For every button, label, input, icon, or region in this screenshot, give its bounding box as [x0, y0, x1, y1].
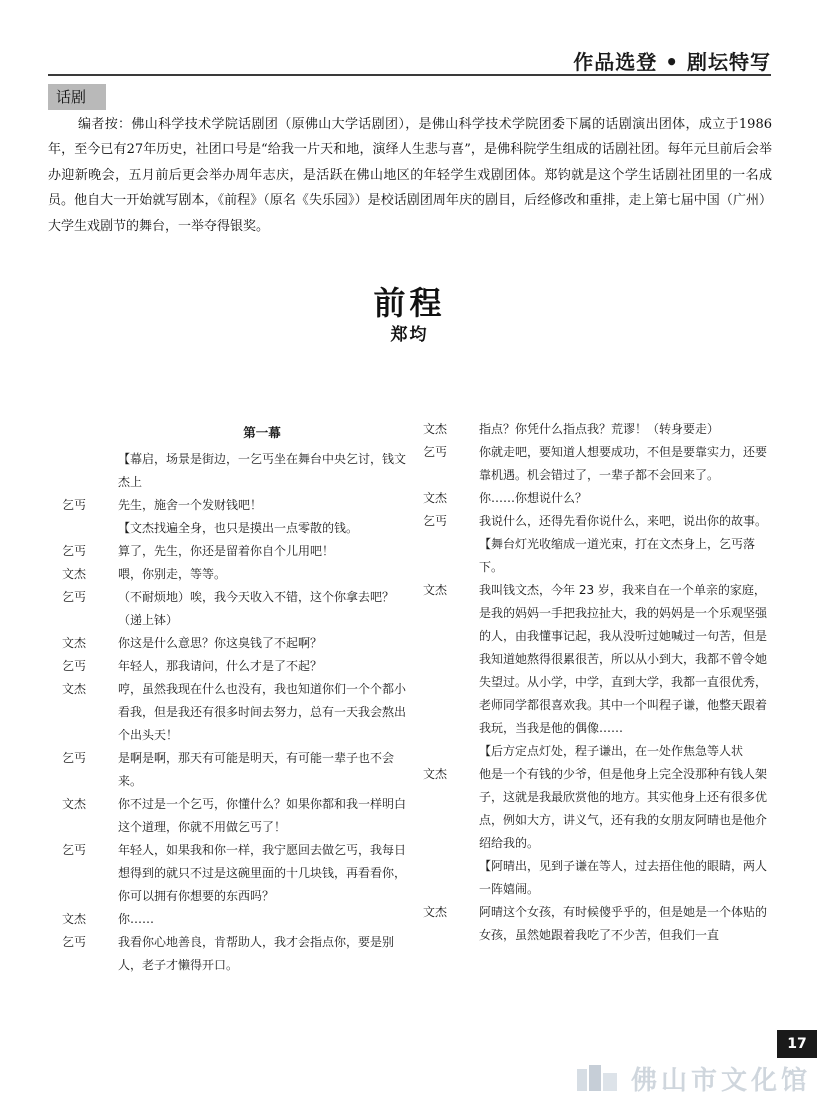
- script-column-left: [62, 418, 406, 977]
- speaker-name: 文杰: [423, 767, 448, 781]
- speaker-name: 乞丐: [62, 590, 87, 604]
- act-heading: 第一幕: [243, 425, 281, 440]
- speaker-name: 文杰: [423, 905, 448, 919]
- dialogue-line: [62, 747, 406, 793]
- section-title: 作品选登 • 剧坛特写: [573, 50, 771, 74]
- speaker-name: 乞丐: [423, 445, 448, 459]
- dialogue-line: [423, 510, 773, 533]
- genre-tag: 话剧: [48, 84, 106, 110]
- editor-note: 编者按：佛山科学技术学院话剧团（原佛山大学话剧团），是佛山科学技术学院团委下属的话剧演出团体，成立于1986年，至今已有27年历史，社团口号是“给我一片天和地，演绎人生悲与喜”，是佛科院学生组成的话剧社团。每年元旦前后会举办迎新晚会，五月前后更会举办周年志庆，是活跃在佛山地区的年轻学生戏剧团体。郑钧就是这个学生话剧社团里的一名成员。他自大一开始就写剧本，《前程》（原名《失乐园》）是校话剧团周年庆的剧目，后经修改和重排，走上第七届中国（广州）大学生戏剧节的舞台，一举夺得银奖。: [48, 117, 772, 234]
- speech-text: 先生，施舍一个发财钱吧！: [118, 498, 263, 512]
- speaker-name: 文杰: [423, 583, 448, 597]
- speech-text: 我叫钱文杰，今年 23 岁，我来自在一个单亲的家庭，是我的妈妈一手把我拉扯大，我的妈妈是一个乐观坚强的人，由我懂事记起，我从没听过她喊过一句苦，但是我知道她熬得很累很苦，所以从小到大，我都不曾令她失望过。从小学，中学，直到大学，我都一直很优秀，老师同学都很喜欢我。其中一个叫程子谦，他整天跟着我玩，当我是他的偶像……: [479, 583, 768, 735]
- dialogue-line: [62, 563, 406, 586]
- speech-text: 【阿晴出，见到子谦在等人，过去捂住他的眼睛，两人一阵嬉闹。: [479, 859, 768, 896]
- stage-direction: [423, 533, 773, 579]
- dialogue-line: [62, 586, 406, 632]
- speaker-name: [423, 740, 479, 763]
- speaker-name: [423, 855, 479, 901]
- speech-text: 你这是什么意思？你这臭钱了不起啊？: [118, 636, 323, 650]
- left-lines: [62, 448, 406, 977]
- speaker-name: 文杰: [423, 491, 448, 505]
- dialogue-line: [62, 931, 406, 977]
- dialogue-line: [62, 839, 406, 908]
- speaker-name: 乞丐: [62, 659, 87, 673]
- dialogue-line: [423, 763, 773, 855]
- speech-text: 他是一个有钱的少爷，但是他身上完全没那种有钱人架子，这就是我最欣赏他的地方。其实他身上还有很多优点，例如大方，讲义气，还有我的女朋友阿晴也是他介绍给我的。: [479, 767, 768, 850]
- building-logo-icon: [573, 1063, 623, 1093]
- speaker-name: [62, 517, 118, 540]
- speech-text: 年轻人，如果我和你一样，我宁愿回去做乞丐，我每日想得到的就只不过是这碗里面的十几块钱，再看看你，你可以拥有你想要的东西吗？: [118, 843, 407, 903]
- speaker-name: 乞丐: [62, 843, 87, 857]
- stage-direction: [62, 448, 406, 494]
- dialogue-line: [423, 441, 773, 487]
- speech-text: 【后方定点灯处，程子谦出，在一处作焦急等人状: [479, 744, 744, 758]
- dialogue-line: [423, 487, 773, 510]
- dialogue-line: [62, 540, 406, 563]
- dialogue-line: [62, 494, 406, 517]
- stage-direction: [423, 740, 773, 763]
- right-lines: [423, 418, 773, 947]
- dialogue-line: [62, 655, 406, 678]
- speaker-name: 文杰: [423, 422, 448, 436]
- dialogue-line: [423, 901, 773, 947]
- speech-text: 你……: [118, 912, 155, 926]
- speaker-name: [423, 533, 479, 579]
- speech-text: 你就走吧，要知道人想要成功，不但是要靠实力，还要靠机遇。机会错过了，一辈子都不会回来了。: [479, 445, 768, 482]
- speech-text: 算了，先生，你还是留着你自个儿用吧！: [118, 544, 335, 558]
- play-title: 前程: [373, 284, 446, 322]
- dialogue-line: [423, 418, 773, 441]
- speech-text: （不耐烦地）唉，我今天收入不错，这个你拿去吧？（递上钵）: [118, 590, 395, 627]
- speech-text: 年轻人，那我请问，什么才是了不起？: [118, 659, 323, 673]
- watermark-text: 佛山市文化馆: [630, 1065, 811, 1096]
- script-column-right: [423, 418, 773, 947]
- speech-text: 喂，你别走，等等。: [118, 567, 227, 581]
- speech-text: 阿晴这个女孩，有时候傻乎乎的，但是她是一个体贴的女孩，虽然她跟着我吃了不少苦，但我们一直: [479, 905, 768, 942]
- dialogue-line: [62, 632, 406, 655]
- speech-text: 哼，虽然我现在什么也没有，我也知道你们一个个都小看我，但是我还有很多时间去努力，总有一天我会熬出个出头天！: [118, 682, 407, 742]
- dialogue-line: [62, 908, 406, 931]
- speech-text: 指点？你凭什么指点我？荒谬！（转身要走）: [479, 422, 720, 436]
- speaker-name: 乞丐: [62, 751, 87, 765]
- speech-text: 是啊是啊，那天有可能是明天，有可能一辈子也不会来。: [118, 751, 395, 788]
- speaker-name: [62, 448, 118, 494]
- dialogue-line: [423, 579, 773, 740]
- speaker-name: 文杰: [62, 912, 87, 926]
- speech-text: 【文杰找遍全身，也只是摸出一点零散的钱。: [118, 521, 359, 535]
- speaker-name: 乞丐: [62, 498, 87, 512]
- speaker-name: 文杰: [62, 567, 87, 581]
- dialogue-line: [62, 678, 406, 747]
- speaker-name: 乞丐: [62, 935, 87, 949]
- speaker-name: 乞丐: [62, 544, 87, 558]
- speaker-name: 乞丐: [423, 514, 448, 528]
- header-rule: [48, 74, 771, 76]
- speech-text: 【舞台灯光收缩成一道光束，打在文杰身上，乞丐落下。: [479, 537, 756, 574]
- speech-text: 我说什么，还得先看你说什么，来吧，说出你的故事。: [479, 514, 768, 528]
- speaker-name: 文杰: [62, 682, 87, 696]
- stage-direction: [423, 855, 773, 901]
- speech-text: 我看你心地善良，肯帮助人，我才会指点你，要是别人，老子才懒得开口。: [118, 935, 395, 972]
- stage-direction: [62, 517, 406, 540]
- page-header: [48, 42, 771, 76]
- play-author: 郑均: [390, 325, 429, 345]
- dialogue-line: [62, 793, 406, 839]
- speaker-name: 文杰: [62, 636, 87, 650]
- speech-text: 你……你想说什么？: [479, 491, 588, 505]
- watermark: [573, 1058, 811, 1098]
- speaker-name: 文杰: [62, 797, 87, 811]
- speech-text: 【幕启，场景是街边，一乞丐坐在舞台中央乞讨，钱文杰上: [118, 452, 407, 489]
- speech-text: 你不过是一个乞丐，你懂什么？如果你都和我一样明白这个道理，你就不用做乞丐了！: [118, 797, 407, 834]
- page-number: 17: [777, 1030, 817, 1058]
